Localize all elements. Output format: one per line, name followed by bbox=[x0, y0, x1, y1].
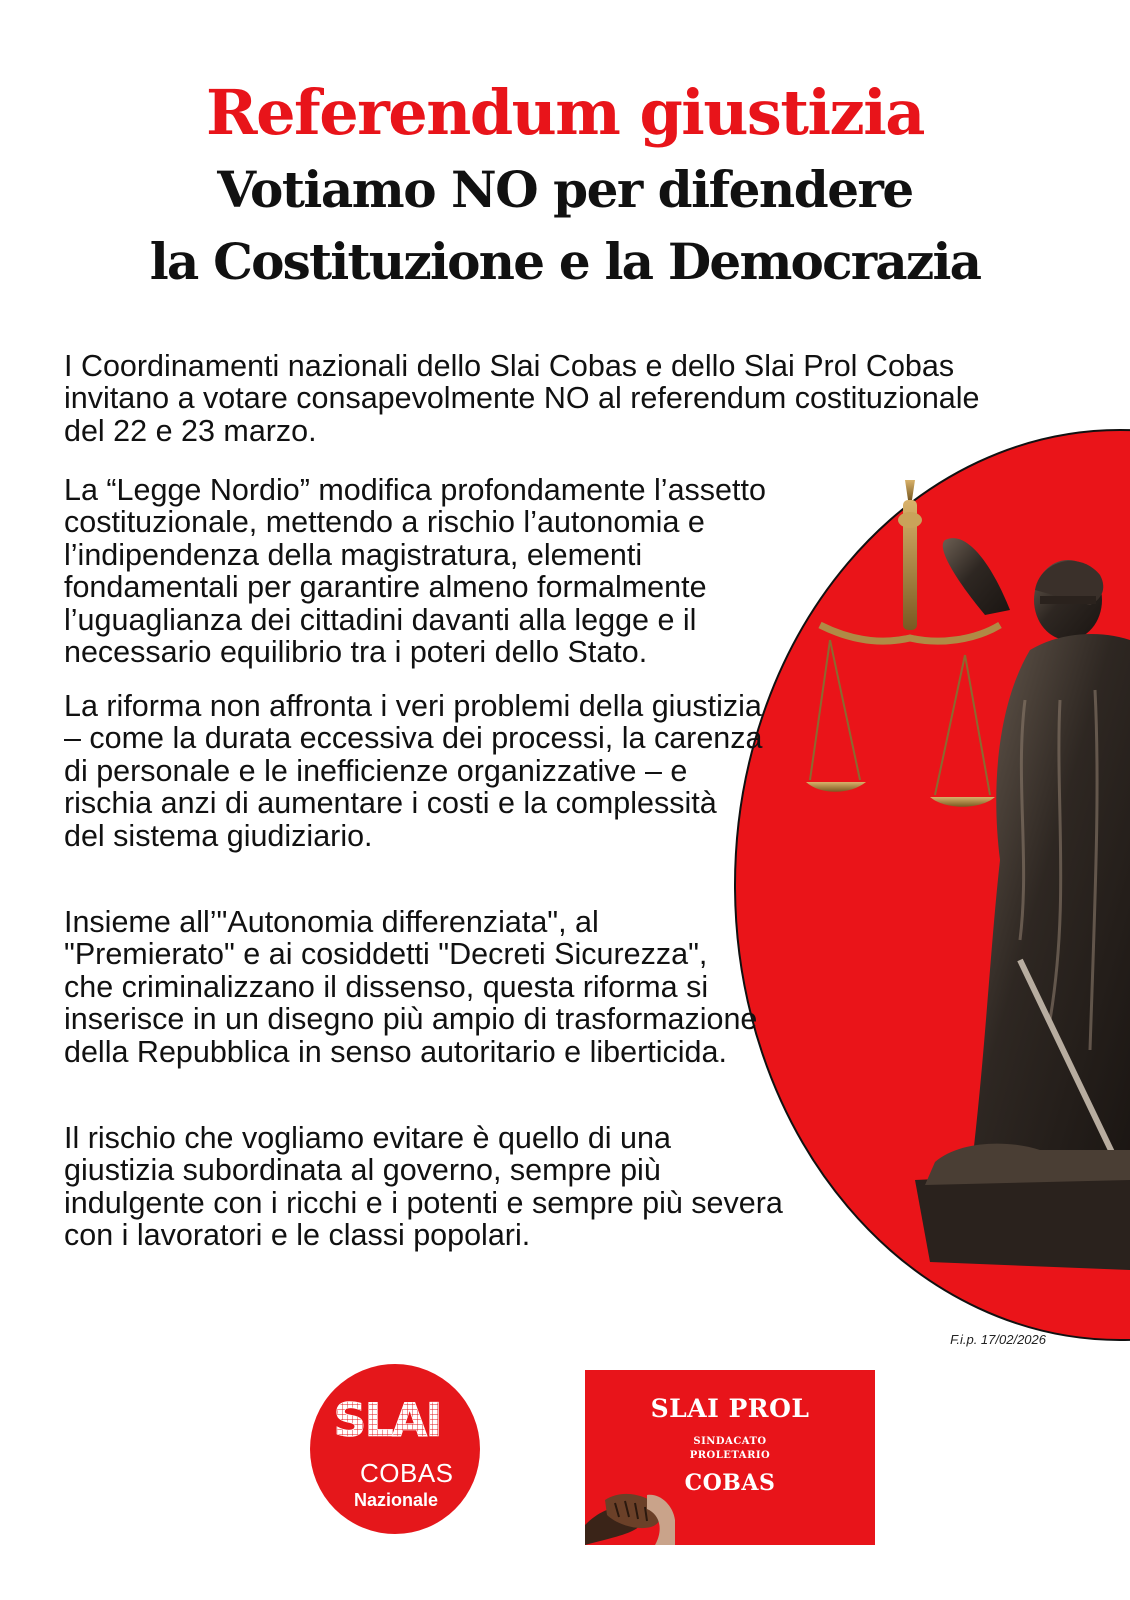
slai-prol-sindacato: SINDACATO bbox=[693, 1436, 767, 1447]
slai-prol-cobas: COBAS bbox=[684, 1470, 776, 1496]
paragraph-legge-nordio: La “Legge Nordio” modifica profondamente l’assetto costituzionale, mettendo a rischio l’autonomia e l’indipendenza della magistratura, elementi fondamentali per garantire almeno formalmente l’uguaglianza dei cittadini davanti alla legge e il necessario equilibrio tra i poteri dello Stato. bbox=[64, 473, 766, 670]
headline-subtitle-line1: Votiamo NO per difendere bbox=[217, 160, 913, 219]
slai-wordmark bbox=[332, 1394, 442, 1442]
slai-prol-title: SLAI PROL bbox=[650, 1394, 810, 1423]
handshake-fists-icon bbox=[585, 1465, 675, 1545]
slai-prol-proletario: PROLETARIO bbox=[689, 1450, 771, 1461]
headline-subtitle-line2: la Costituzione e la Democrazia bbox=[149, 232, 981, 291]
headline-title: Referendum giustizia bbox=[206, 76, 924, 149]
paragraph-rischio: Il rischio che vogliamo evitare è quello di una giustizia subordinata al governo, sempre più indulgente con i ricchi e i potenti e sempre più severa con i lavoratori e le classi popolari. bbox=[64, 1121, 783, 1253]
slai-cobas-logo bbox=[310, 1364, 480, 1534]
paragraph-autonomia: Insieme all’"Autonomia differenziata", al "Premierato" e ai cosiddetti "Decreti Sicurezza", che criminalizzano il dissenso, questa riforma si inserisce in un disegno più ampio di trasformazione della Repubblica in senso autoritario e liberticida. bbox=[64, 905, 758, 1069]
svg-text:SLAI: SLAI bbox=[333, 1394, 441, 1442]
slai-cobas-label: COBAS bbox=[360, 1458, 454, 1488]
paragraph-intro: I Coordinamenti nazionali dello Slai Cobas e dello Slai Prol Cobas invitano a votare consapevolmente NO al referendum costituzionale del 22 e 23 marzo. bbox=[64, 349, 980, 448]
slai-nazionale-label: Nazionale bbox=[354, 1490, 439, 1510]
paragraph-riforma: La riforma non affronta i veri problemi della giustizia – come la durata eccessiva dei processi, la carenza di personale e le inefficienze organizzative – e rischia anzi di aumentare i costi e la complessità del sistema giudiziario. bbox=[64, 689, 763, 853]
slai-prol-cobas-logo bbox=[585, 1370, 875, 1545]
fip-note: F.i.p. 17/02/2026 bbox=[950, 1332, 1046, 1347]
